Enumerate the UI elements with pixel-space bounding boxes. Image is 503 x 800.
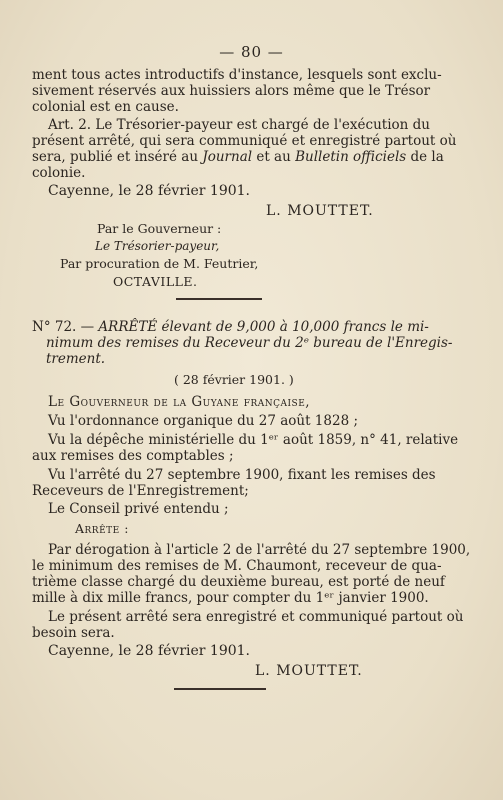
signature: L. MOUTTET. xyxy=(255,663,363,679)
body-line: le minimum des remises de M. Chaumont, receveur de qua- xyxy=(32,558,442,574)
preamble-line xyxy=(48,394,310,410)
place-date: Cayenne, le 28 février 1901. xyxy=(48,183,251,199)
preamble-line: Le Conseil privé entendu ; xyxy=(48,501,229,517)
article-2-line: présent arrêté, qui sera communiqué et enregistré partout où xyxy=(32,133,457,149)
text-line: ment tous actes introductifs d'instance, lesquels sont exclu- xyxy=(32,67,442,83)
text-run: de la xyxy=(406,149,444,165)
separator-rule xyxy=(174,688,266,690)
preamble-line: Vu l'ordonnance organique du 27 août 1828 ; xyxy=(48,413,359,429)
decree-number: N° 72. — xyxy=(32,319,95,335)
text-run: Le Gouverneur de la Guyane française, xyxy=(48,394,311,410)
text-line: colonie. xyxy=(32,165,86,181)
decree-title-line: trement. xyxy=(46,351,106,367)
body-line: Le présent arrêté sera enregistré et communiqué partout où xyxy=(48,609,464,625)
countersign-name: OCTAVILLE. xyxy=(113,274,198,289)
decree-title: ARRÊTÉ élevant de 9,000 à 10,000 francs le mi- xyxy=(98,319,429,335)
text-run: et au xyxy=(252,149,296,165)
arrete-heading: Arrête : xyxy=(75,521,129,536)
article-2-line: Art. 2. Le Trésorier-payeur est chargé de l'exécution du xyxy=(48,117,430,133)
preamble-line: Receveurs de l'Enregistrement; xyxy=(32,483,249,499)
body-line: Par dérogation à l'article 2 de l'arrêté du 27 septembre 1900, xyxy=(48,542,471,558)
separator-rule xyxy=(176,298,262,300)
page-number: — 80 — xyxy=(219,43,284,61)
preamble-line: Vu la dépêche ministérielle du 1ᵉʳ août 1859, n° 41, relative xyxy=(48,432,459,448)
place-date: Cayenne, le 28 février 1901. xyxy=(48,643,251,659)
decree-title-line xyxy=(32,319,429,335)
body-line: mille à dix mille francs, pour compter du 1ᵉʳ janvier 1900. xyxy=(32,590,429,606)
body-line: besoin sera. xyxy=(32,625,115,641)
journal-title: Journal xyxy=(202,149,253,165)
article-2-line xyxy=(32,149,444,165)
countersign-procuration: Par procuration de M. Feutrier, xyxy=(60,256,259,271)
text-run: sera, publié et inséré au xyxy=(32,149,199,165)
preamble-line: aux remises des comptables ; xyxy=(32,448,234,464)
decree-title-line: nimum des remises du Receveur du 2ᵉ bureau de l'Enregis- xyxy=(46,335,453,351)
countersign-par: Par le Gouverneur : xyxy=(97,221,222,236)
decree-date: ( 28 février 1901. ) xyxy=(174,372,294,387)
countersign-role: Le Trésorier-payeur, xyxy=(95,239,220,253)
text-line: colonial est en cause. xyxy=(32,99,179,115)
preamble-line: Vu l'arrêté du 27 septembre 1900, fixant les remises des xyxy=(48,467,436,483)
bulletin-title: Bulletin officiels xyxy=(295,149,407,165)
signature: L. MOUTTET. xyxy=(266,203,374,219)
text-line: sivement réservés aux huissiers alors même que le Trésor xyxy=(32,83,431,99)
body-line: trième classe chargé du deuxième bureau, est porté de neuf xyxy=(32,574,445,590)
